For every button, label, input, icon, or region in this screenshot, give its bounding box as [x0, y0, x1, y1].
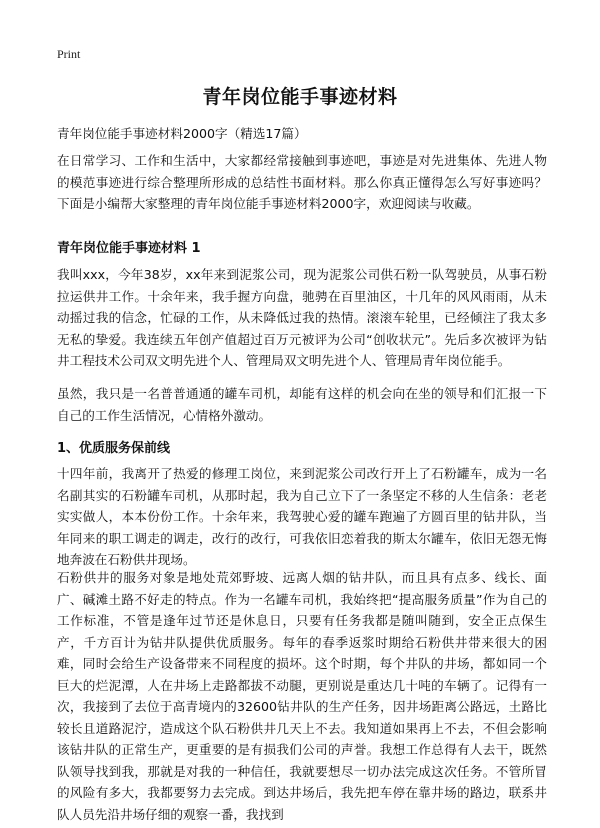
body-paragraph-4: 石粉供井的服务对象是地处荒郊野坡、远离人烟的钻井队，而且具有点多、线长、面广、碱滩土路不好走的特点。作为一名罐车司机，我始终把“提高服务质量”作为自己的工作标准，不管是逢年过节还是休息日，只要有任务我都是随叫随到，安全正点保生产，千方百计为钻井队提供优质服务。每年的春季返浆时期给石粉供井带来很大的困难，同时会给生产设备带来不同程度的损坏。这个时期，每个井队的井场，都如同一个巨大的烂泥潭，人在井场上走路都拔不动腿，更别说是重达几十吨的车辆了。记得有一次，我接到了去位于高青境内的32600钻井队的生产任务，因井场距离公路远，土路比较长且道路泥泞，造成这个队石粉供井几天上不去。我知道如果再上不去，不但会影响该钻井队的正常生产，更重要的是有损我们公司的声誉。我想工作总得有人去干，既然队领导找到我，那就是对我的一种信任，我就要想尽一切办法完成这次任务。不管所冒的风险有多大，我都要努力去完成。到达井场后，我先把车停在靠井场的路边，联系井队人员先沿井场仔细的观察一番，我找到 [57, 570, 547, 822]
section-heading: 青年岗位能手事迹材料 1 [57, 241, 201, 256]
body-paragraph-1: 我叫xxx，今年38岁，xx年来到泥浆公司，现为泥浆公司供石粉一队驾驶员，从事石粉拉运供井工作。十余年来，我手握方向盘，驰骋在百里油区，十几年的风风雨雨，从未动摇过我的信念，忙碌的工作，从未降低过我的热情。滚滚车轮里，已经倾注了我太多无私的挚爱。我连续五年创产值超过百万元被评为公司“创收状元”。先后多次被评为钻井工程技术公司双文明先进个人、管理局双文明先进个人、管理局青年岗位能手。 [57, 267, 547, 368]
subsection-heading: 1、优质服务保前线 [57, 441, 171, 456]
document-subtitle: 青年岗位能手事迹材料2000字（精选17篇） [57, 126, 307, 141]
intro-paragraph: 在日常学习、工作和生活中，大家都经常接触到事迹吧，事迹是对先进集体、先进人物的模范事迹进行综合整理所形成的总结性书面材料。那么你真正懂得怎么写好事迹吗？下面是小编帮大家整理的青年岗位能手事迹材料2000字，欢迎阅读与收藏。 [57, 153, 547, 211]
document-title: 青年岗位能手事迹材料 [202, 86, 398, 108]
print-link[interactable]: Print [57, 47, 81, 61]
body-paragraph-3: 十四年前，我离开了热爱的修理工岗位，来到泥浆公司改行开上了石粉罐车，成为一名名副其实的石粉罐车司机，从那时起，我为自己立下了一条坚定不移的人生信条：老老实实做人，本本份份工作。十余年来，我驾驶心爱的罐车跑遍了方圆百里的钻井队，当年同来的职工调走的调走，改行的改行，可我依旧恋着我的斯太尔罐车，依旧无怨无悔地奔波在石粉供井现场。 [57, 466, 547, 567]
body-paragraph-2: 虽然，我只是一名普普通通的罐车司机，却能有这样的机会向在坐的领导和们汇报一下自己的工作生活情况，心情格外激动。 [57, 386, 547, 423]
